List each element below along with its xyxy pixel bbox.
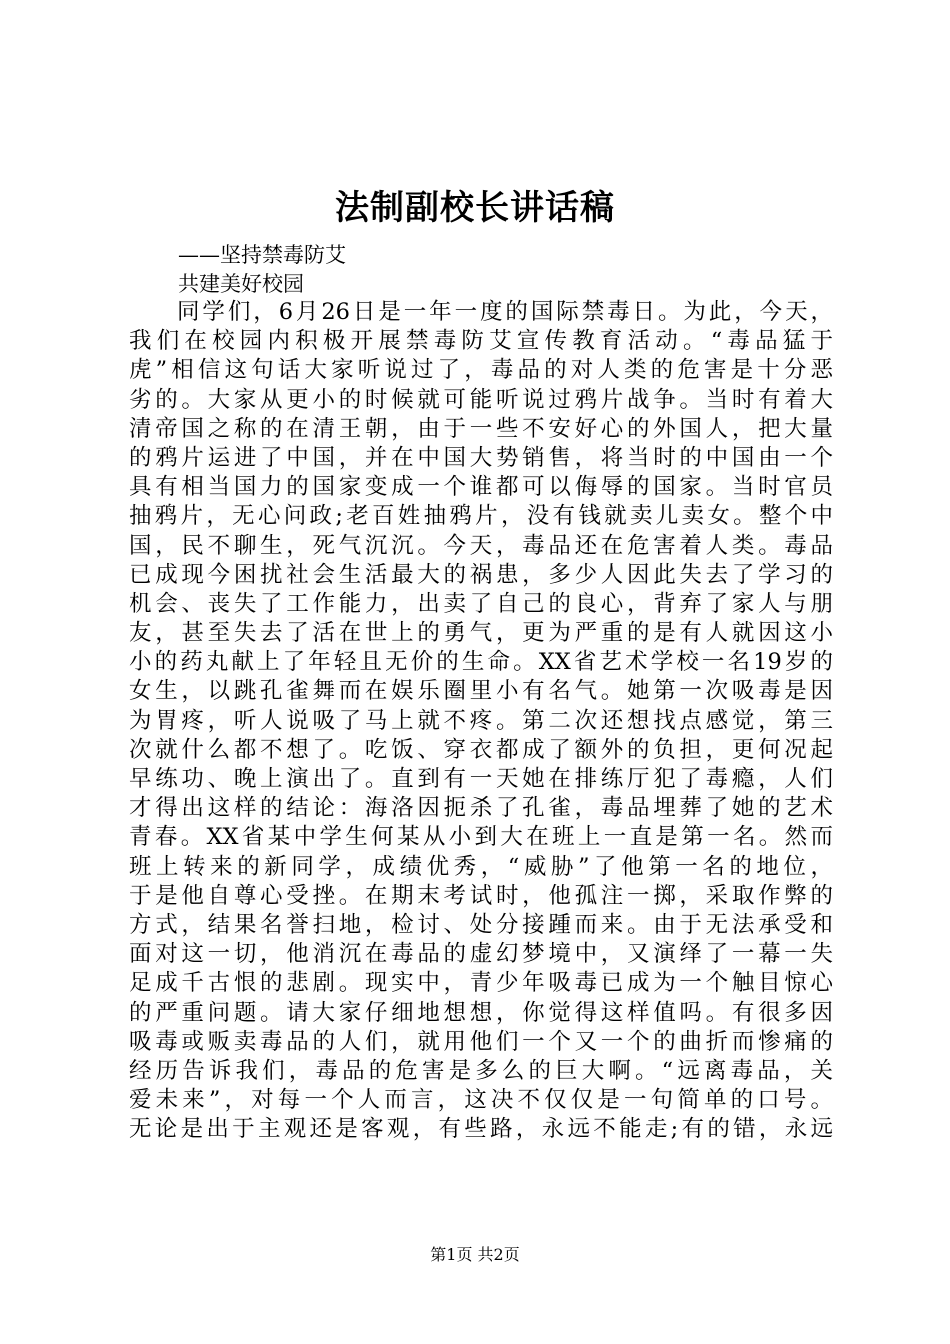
body-line: 具有相当国力的国家变成一个谁都可以侮辱的国家。当时官员 xyxy=(129,474,833,501)
body-line: 足成千古恨的悲剧。现实中，青少年吸毒已成为一个触目惊心 xyxy=(129,970,833,997)
body-line: 的鸦片运进了中国，并在中国大势销售，将当时的中国由一个 xyxy=(129,444,833,471)
body-line: 抽鸦片，无心问政;老百姓抽鸦片，没有钱就卖儿卖女。整个中 xyxy=(129,503,833,530)
body-text xyxy=(129,298,833,1144)
body-line: 国，民不聊生，死气沉沉。今天，毒品还在危害着人类。毒品 xyxy=(129,532,833,559)
body-line: 的严重问题。请大家仔细地想想，你觉得这样值吗。有很多因 xyxy=(129,999,833,1026)
body-line: 劣的。大家从更小的时候就可能听说过鸦片战争。当时有着大 xyxy=(129,386,833,413)
page-footer: 第1页 共2页 xyxy=(430,1245,520,1264)
body-line: 爱未来”，对每一个人而言，这决不仅仅是一句简单的口号。 xyxy=(129,1087,833,1114)
body-line: 于是他自尊心受挫。在期末考试时，他孤注一掷，采取作弊的 xyxy=(129,882,833,909)
document-title: 法制副校长讲话稿 xyxy=(335,188,615,228)
body-line: 无论是出于主观还是客观，有些路，永远不能走;有的错，永远 xyxy=(129,1116,833,1143)
body-line: 已成现今困扰社会生活最大的祸患，多少人因此失去了学习的 xyxy=(129,561,833,588)
body-line: 友，甚至失去了活在世上的勇气，更为严重的是有人就因这小 xyxy=(129,620,833,647)
subtitle-line-2: 共建美好校园 xyxy=(178,272,304,296)
body-line: 虎”相信这句话大家听说过了，毒品的对人类的危害是十分恶 xyxy=(129,357,833,384)
body-line: 机会、丧失了工作能力，出卖了自己的良心，背弃了家人与朋 xyxy=(129,590,833,617)
body-line: 班上转来的新同学，成绩优秀，“威胁”了他第一名的地位， xyxy=(129,853,833,880)
body-line: 早练功、晚上演出了。直到有一天她在排练厅犯了毒瘾，人们 xyxy=(129,766,833,792)
subtitle-line-1: ——坚持禁毒防艾 xyxy=(178,243,346,267)
body-line: 女生，以跳孔雀舞而在娱乐圈里小有名气。她第一次吸毒是因 xyxy=(129,678,833,705)
body-line: 经历告诉我们，毒品的危害是多么的巨大啊。“远离毒品，关 xyxy=(129,1057,833,1084)
body-line: 小的药丸献上了年轻且无价的生命。XX省艺术学校一名19岁的 xyxy=(129,649,833,676)
body-line: 方式，结果名誉扫地，检讨、处分接踵而来。由于无法承受和 xyxy=(129,911,833,938)
body-line: 才得出这样的结论：海洛因扼杀了孔雀，毒品埋葬了她的艺术 xyxy=(129,795,833,822)
body-line: 青春。XX省某中学生何某从小到大在班上一直是第一名。然而 xyxy=(129,824,833,851)
body-line: 同学们，6月26日是一年一度的国际禁毒日。为此，今天， xyxy=(177,299,833,325)
body-line: 为胃疼，听人说吸了马上就不疼。第二次还想找点感觉，第三 xyxy=(129,707,833,734)
body-line: 面对这一切，他消沉在毒品的虚幻梦境中，又演绎了一幕一失 xyxy=(129,941,833,968)
body-line: 吸毒或贩卖毒品的人们，就用他们一个又一个的曲折而惨痛的 xyxy=(129,1028,833,1055)
body-line: 清帝国之称的在清王朝，由于一些不安好心的外国人，把大量 xyxy=(129,415,833,442)
body-line: 次就什么都不想了。吃饭、穿衣都成了额外的负担，更何况起 xyxy=(129,736,833,763)
body-line: 我们在校园内积极开展禁毒防艾宣传教育活动。“毒品猛于 xyxy=(129,328,833,355)
